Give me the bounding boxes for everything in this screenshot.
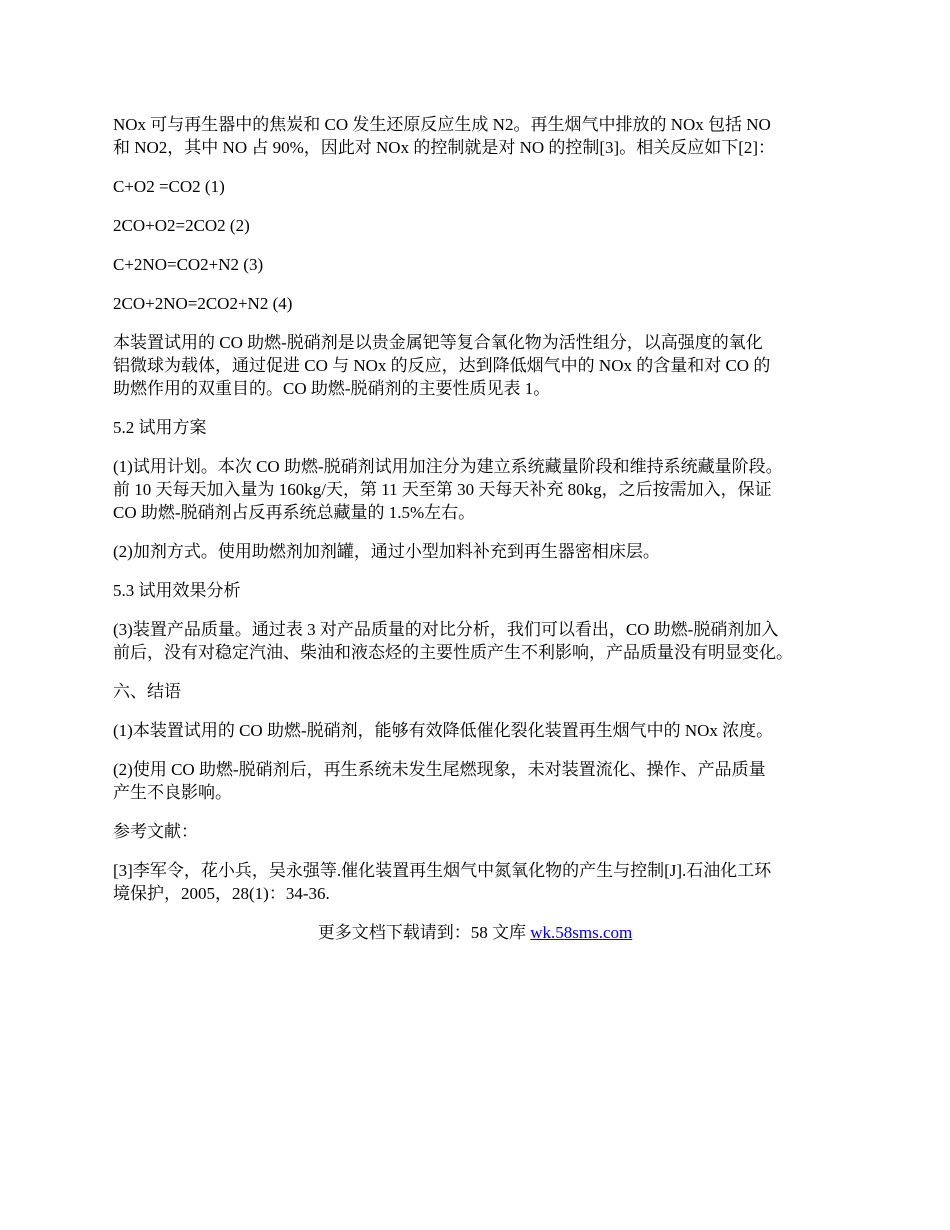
paragraph [113, 820, 850, 843]
paragraph [113, 680, 850, 703]
paragraph [113, 758, 850, 804]
text-line: 和 NO2，其中 NO 占 90%，因此对 NOx 的控制就是对 NO 的控制[3]。相关反应如下[2]： [113, 138, 776, 157]
text-line: [3]李军令，花小兵，吴永强等.催化装置再生烟气中氮氧化物的产生与控制[J].石油化工环 [113, 861, 772, 880]
text-line: (1)试用计划。本次 CO 助燃-脱硝剂试用加注分为建立系统藏量阶段和维持系统藏量阶段。 [113, 457, 783, 476]
text-line: 5.3 试用效果分析 [113, 581, 241, 600]
text-line: 铝微球为载体，通过促进 CO 与 NOx 的反应，达到降低烟气中的 NOx 的含量和对 CO 的 [113, 356, 771, 375]
paragraph [113, 719, 850, 742]
text-line: CO 助燃-脱硝剂占反再系统总藏量的 1.5%左右。 [113, 503, 476, 522]
footer-link[interactable]: wk.58sms.com [530, 923, 633, 942]
text-line: 2CO+2NO=2CO2+N2 (4) [113, 294, 293, 313]
text-line: 六、结语 [113, 682, 181, 701]
paragraph [113, 618, 850, 664]
paragraph [113, 455, 850, 524]
text-line: 参考文献： [113, 822, 198, 841]
text-line: NOx 可与再生器中的焦炭和 CO 发生还原反应生成 N2。再生烟气中排放的 NOx 包括 NO [113, 115, 771, 134]
paragraph [113, 113, 850, 159]
document-body [113, 113, 850, 905]
paragraph [113, 579, 850, 602]
text-line: (3)装置产品质量。通过表 3 对产品质量的对比分析，我们可以看出，CO 助燃-脱硝剂加入 [113, 620, 779, 639]
text-line: C+2NO=CO2+N2 (3) [113, 255, 264, 274]
footer-text: 更多文档下载请到：58 文库 [317, 923, 531, 942]
paragraph [113, 214, 850, 237]
text-line: 产生不良影响。 [113, 783, 232, 802]
paragraph [113, 331, 850, 400]
text-line: 境保护，2005，28(1)：34-36. [113, 884, 330, 903]
text-line: 前后，没有对稳定汽油、柴油和液态烃的主要性质产生不利影响，产品质量没有明显变化。 [113, 643, 793, 662]
paragraph [113, 292, 850, 315]
paragraph [113, 175, 850, 198]
text-line: (1)本装置试用的 CO 助燃-脱硝剂，能够有效降低催化裂化装置再生烟气中的 NOx 浓度。 [113, 721, 774, 740]
text-line: 助燃作用的双重目的。CO 助燃-脱硝剂的主要性质见表 1。 [113, 379, 551, 398]
text-line: C+O2 =CO2 (1) [113, 177, 225, 196]
text-line: (2)加剂方式。使用助燃剂加剂罐，通过小型加料补充到再生器密相床层。 [113, 542, 660, 561]
footer [113, 921, 837, 944]
paragraph [113, 253, 850, 276]
paragraph [113, 540, 850, 563]
text-line: 5.2 试用方案 [113, 418, 207, 437]
text-line: 本装置试用的 CO 助燃-脱硝剂是以贵金属钯等复合氧化物为活性组分，以高强度的氧化 [113, 333, 763, 352]
text-line: 前 10 天每天加入量为 160kg/天，第 11 天至第 30 天每天补充 80kg，之后按需加入，保证 [113, 480, 772, 499]
text-line: (2)使用 CO 助燃-脱硝剂后，再生系统未发生尾燃现象，未对装置流化、操作、产品质量 [113, 760, 766, 779]
text-line: 2CO+O2=2CO2 (2) [113, 216, 250, 235]
paragraph [113, 416, 850, 439]
paragraph [113, 859, 850, 905]
